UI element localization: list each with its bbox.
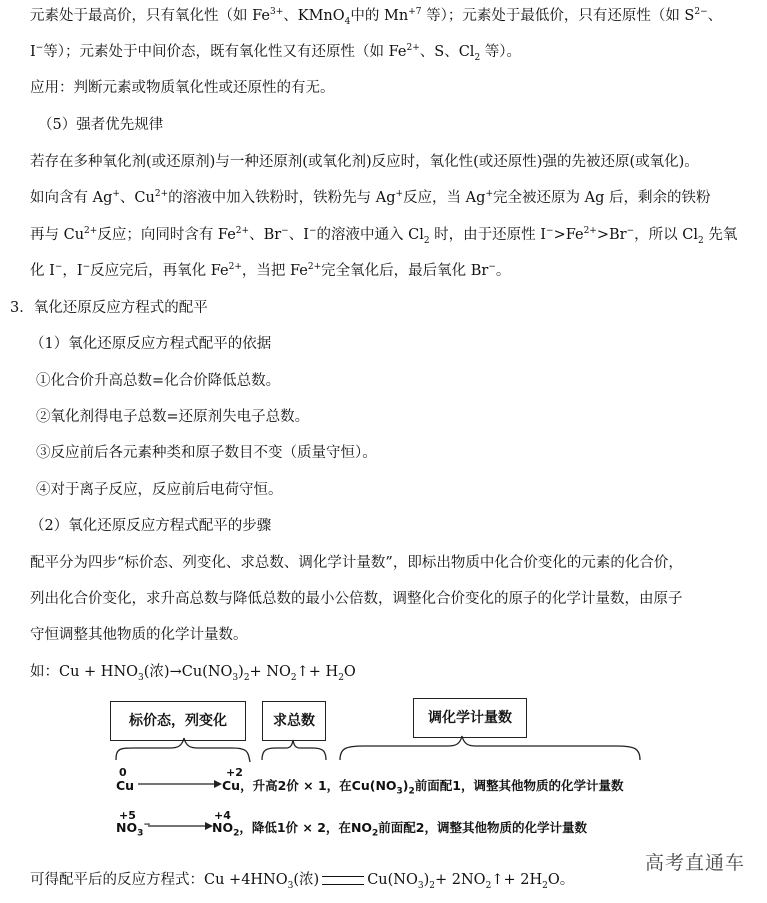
equals-double-line — [322, 876, 364, 885]
section-heading: （5）强者优先规律 — [38, 117, 164, 133]
text-line: 应用：判断元素或物质氧化性或还原性的有无。 — [30, 80, 335, 96]
row2-change: $NO_2$，降低1价 × 2，在$NO_2$前面配2，调整其他物质的化学计量数 — [212, 820, 587, 839]
text-line: 守恒调整其他物质的化学计量数。 — [30, 627, 248, 643]
ox-state-plus5: +5 — [119, 809, 136, 822]
species-nitrate: $NO_3^-$ — [116, 819, 151, 839]
text-line: 列出化合价变化，求升高总数与降低总数的最小公倍数，调整化合价变化的原子的化学计量数，由原子 — [30, 591, 683, 607]
watermark: 高考直通车 — [644, 852, 745, 874]
step-box-total: 求总数 — [262, 701, 326, 741]
text-line: 元素处于最高价，只有氧化性（如 $Fe^{3+}$、KMnO$_4$中的 $Mn^{+7}$ 等）；元素处于最低价，只有还原性（如 $S^{2-}$、 — [30, 7, 723, 27]
section-heading: 3．氧化还原反应方程式的配平 — [10, 300, 208, 316]
text-line: 若存在多种氧化剂(或还原剂)与一种还原剂(或氧化剂)反应时，氧化性(或还原性)强的先被还原(或氧化)。 — [30, 154, 699, 170]
list-item: ②氧化剂得电子总数=还原剂失电子总数。 — [36, 409, 310, 425]
ox-state-plus2: +2 — [226, 766, 243, 779]
ox-state-plus4: +4 — [214, 809, 231, 822]
balanced-equation: 可得配平后的反应方程式：$Cu +4HNO_3$(浓) $Cu(NO_3)_2+$ $2NO_2↑+ 2H_2O$。 — [30, 872, 575, 891]
list-item: ③反应前后各元素种类和原子数目不变（质量守恒）。 — [36, 445, 377, 461]
ox-state-0: 0 — [119, 766, 127, 779]
text-line: 如向含有 Ag+、$Cu^{2+}$的溶液中加入铁粉时，铁粉先与 Ag+反应，当 Ag+完全被还原为 Ag 后，剩余的铁粉 — [30, 189, 711, 206]
list-item: ④对于离子反应，反应前后电荷守恒。 — [36, 482, 283, 498]
arrow-cu-head — [214, 780, 222, 788]
step-box-label-valence: 标价态，列变化 — [110, 701, 246, 741]
text-line: 化 I−，I−反应完后，再氧化 $Fe^{2+}$，当把 $Fe^{2+}$完全氧化后，最后氧化 Br−。 — [30, 262, 511, 279]
species-cu: Cu — [116, 778, 135, 793]
text-line: I−等）；元素处于中间价态，既有氧化性又有还原性（如 $Fe^{2+}$、S、$Cl_2$ 等）。 — [30, 43, 522, 63]
text-line: 再与 $Cu^{2+}$反应；向同时含有 $Fe^{2+}$、Br−、I−的溶液中通入 $Cl_2$ 时，由于还原性 $I^->Fe^{2+}>Br^-$，所以 $Cl_2$ 先氧 — [30, 226, 738, 246]
brace-3 — [340, 736, 640, 760]
step-box-coefficient: 调化学计量数 — [413, 698, 527, 738]
brace-1 — [116, 738, 250, 762]
list-item: ①化合价升高总数=化合价降低总数。 — [36, 373, 281, 389]
brace-2 — [262, 740, 326, 760]
row1-change: Cu，升高2价 × 1，在$Cu(NO_3)_2$前面配1，调整其他物质的化学计量数 — [222, 778, 624, 797]
subsection-heading: （2）氧化还原反应方程式配平的步骤 — [30, 518, 272, 534]
text-line: 配平分为四步“标价态、列变化、求总数、调化学计量数”，即标出物质中化合价变化的元素的化合价， — [30, 555, 683, 571]
subsection-heading: （1）氧化还原反应方程式配平的依据 — [30, 336, 272, 352]
example-equation: 如：$Cu + HNO_3$(浓)$\to Cu(NO_3)_2+$ $NO_2↑+ H_2O$ — [30, 664, 356, 683]
